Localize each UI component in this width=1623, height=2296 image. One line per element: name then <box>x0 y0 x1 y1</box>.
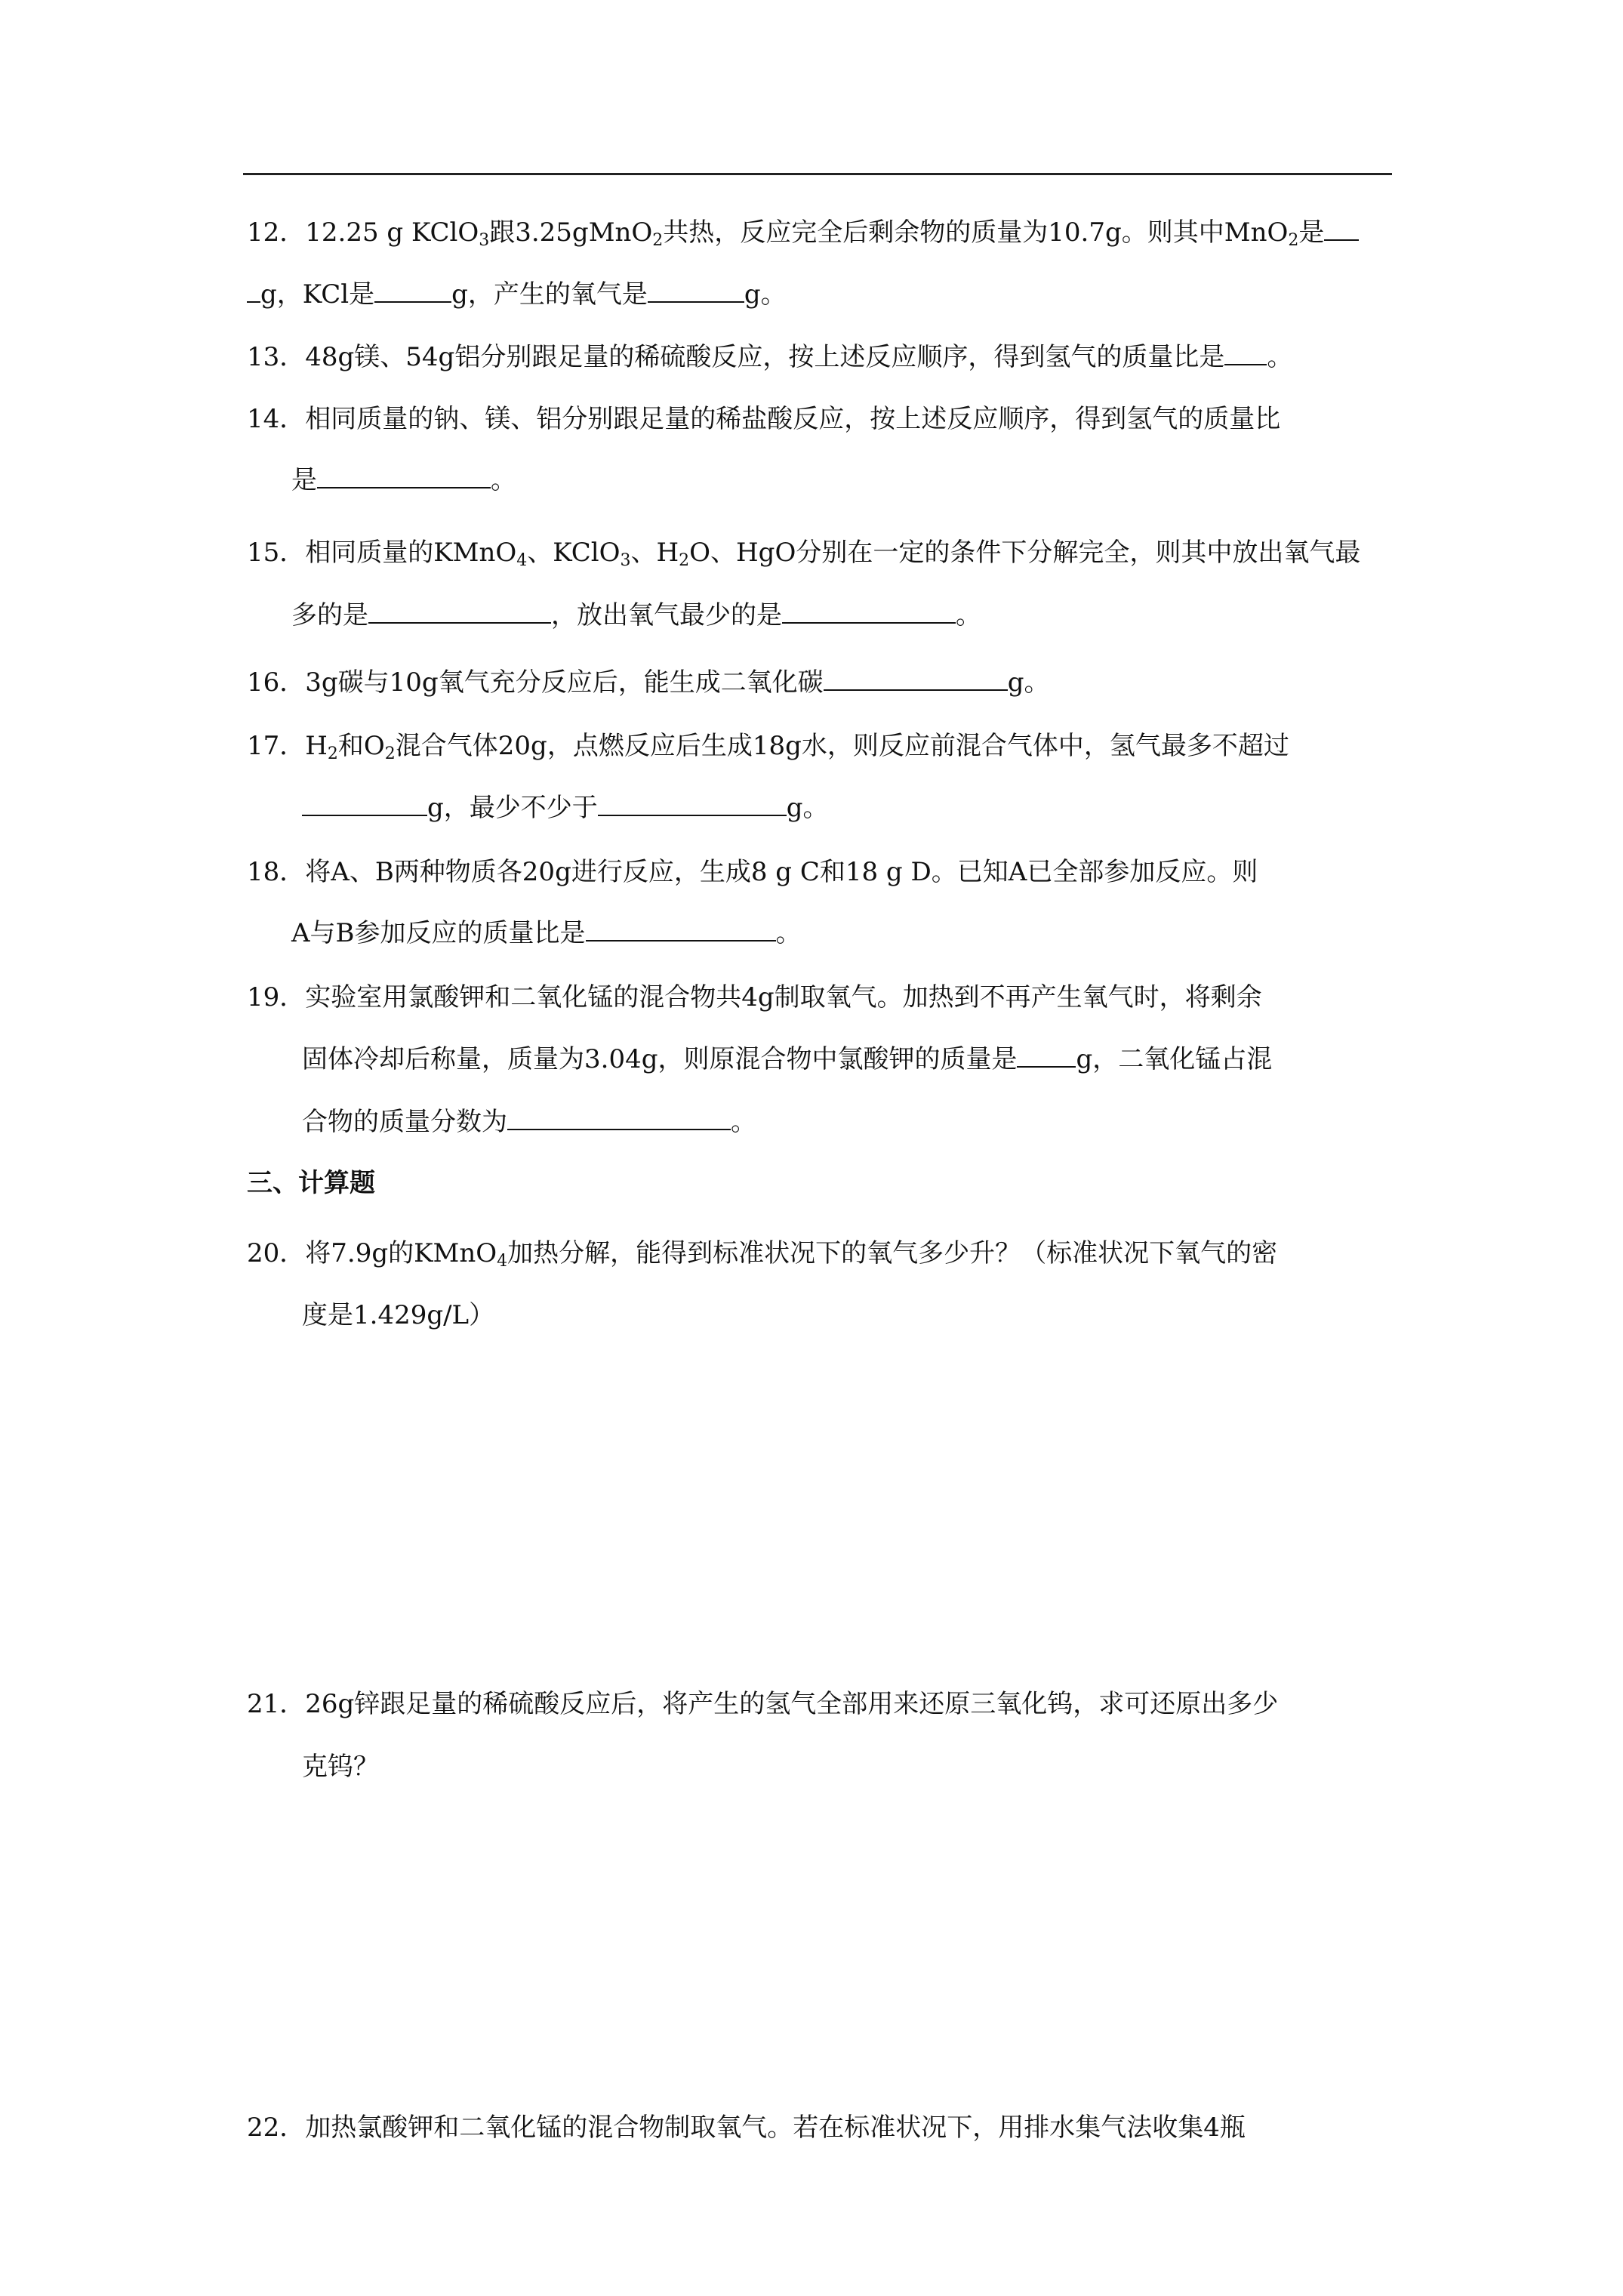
q15-line2: 多的是 ，放出氧气最少的是 。 <box>291 600 981 630</box>
q21-line2: 克钨？ <box>302 1752 379 1782</box>
section-3-heading: 三、计算题 <box>247 1168 375 1198</box>
q13: 13．48g镁、54g铝分别跟足量的稀硫酸反应，按上述反应顺序，得到氢气的质量比是 。 <box>247 342 1293 372</box>
q20-line1: 20．将7.9g的KMnO$_4$加热分解，能得到标准状况下的氧气多少升？（标准状况下氧气的密 <box>247 1238 1278 1271</box>
q18-line1: 18．将A、B两种物质各20g进行反应，生成8 g C和18 g D。已知A已全部参加反应。则 <box>247 857 1258 887</box>
q14-line2: 是 。 <box>291 465 516 495</box>
q21-line1: 21．26g锌跟足量的稀硫酸反应后，将产生的氢气全部用来还原三氧化钨，求可还原出多少 <box>247 1689 1279 1719</box>
q17-line1: 17．$H_2$和$O_2$混合气体20g，点燃反应后生成18g水，则反应前混合气体中，氢气最多不超过 <box>247 731 1289 763</box>
q12-line1: 12．12.25 g KClO$_3$跟3.25gMnO$_2$共热，反应完全后剩余物的质量为10.7g。则其中MnO$_2$是 <box>247 217 1359 248</box>
q19-line3: 合物的质量分数为 。 <box>302 1107 756 1137</box>
q15-line1: 15．相同质量的KMnO$_4$、KClO$_3$、$H_2O$、HgO分别在一定的条件下分解完全，则其中放出氧气最 <box>247 538 1361 570</box>
q19-line1: 19．实验室用氯酸钾和二氧化锰的混合物共4g制取氧气。加热到不再产生氧气时，将剩余 <box>247 982 1262 1012</box>
q19-line2: 固体冷却后称量，质量为3.04g，则原混合物中氯酸钾的质量是 g，二氧化锰占混 <box>302 1044 1273 1074</box>
header-rule <box>243 173 1392 175</box>
q17-line2: g，最少不少于 g。 <box>302 793 829 823</box>
q18-line2: A与B参加反应的质量比是 。 <box>291 918 802 948</box>
q20-line2: 度是1.429g/L） <box>302 1300 495 1330</box>
q14-line1: 14．相同质量的钠、镁、铝分别跟足量的稀盐酸反应，按上述反应顺序，得到氢气的质量比 <box>247 404 1281 434</box>
q22-line1: 22．加热氯酸钾和二氧化锰的混合物制取氧气。若在标准状况下，用排水集气法收集4瓶 <box>247 2113 1246 2143</box>
q12-line2: g，KCl是 g，产生的氧气是 g。 <box>247 279 787 310</box>
q16: 16．3g碳与10g氧气充分反应后，能生成二氧化碳 g。 <box>247 667 1050 698</box>
